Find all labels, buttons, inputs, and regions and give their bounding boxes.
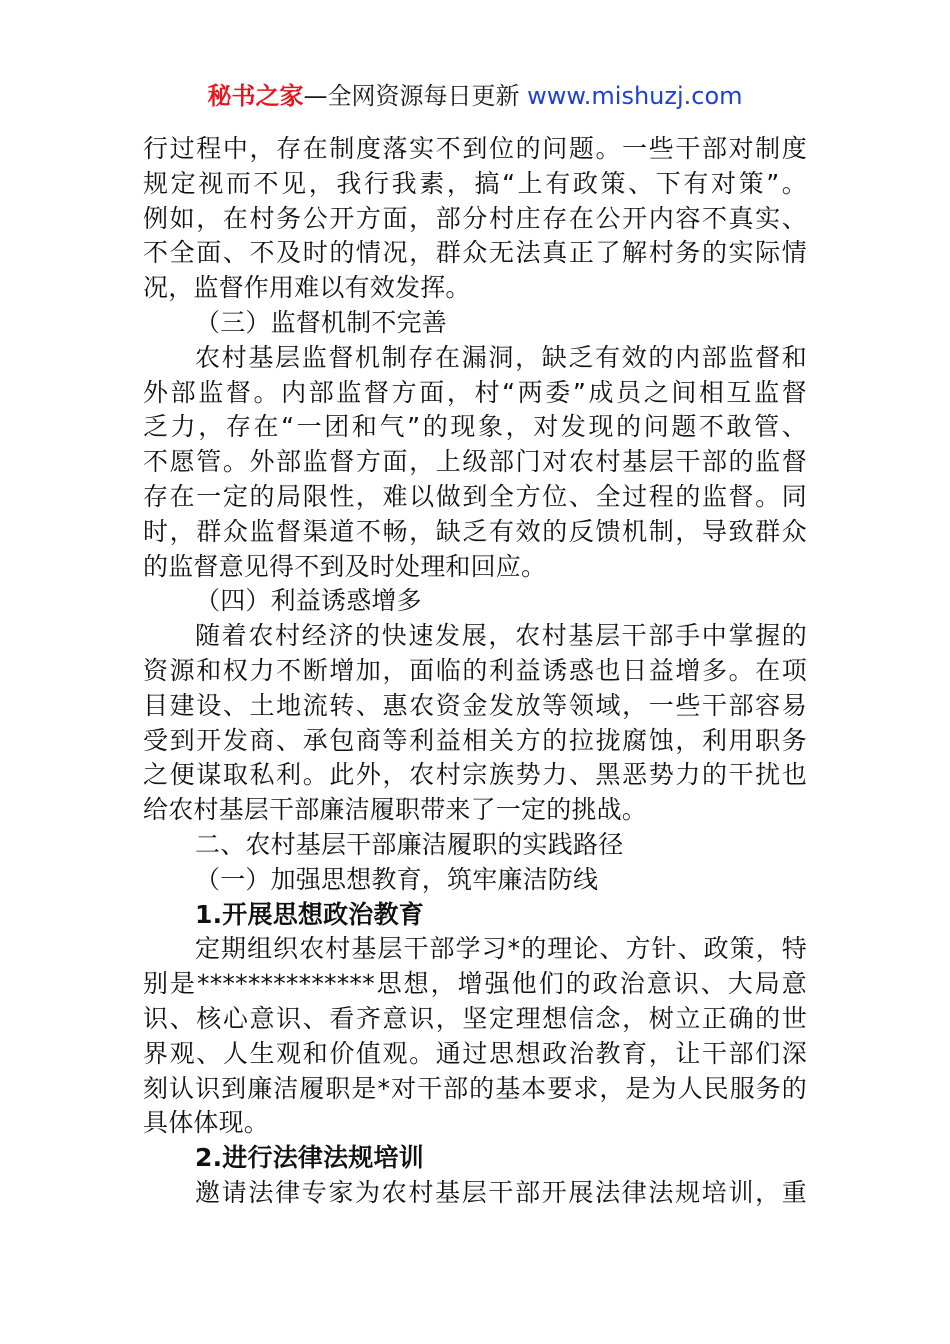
paragraph-line: 外部监督。内部监督方面，村“两委”成员之间相互监督 [143,377,807,407]
paragraph-line: 界观、人生观和价值观。通过思想政治教育，让干部们深 [143,1038,807,1068]
paragraph-line: （三）监督机制不完善 [195,307,448,337]
paragraph-line: 具体体现。 [143,1108,270,1138]
paragraph-line: 目建设、土地流转、惠农资金发放等领域，一些干部容易 [143,690,807,720]
page-header [0,78,950,114]
subheading-line: 1.开展思想政治教育 [195,899,424,929]
brand-name: 秘书之家 [207,82,304,110]
paragraph-line: 况，监督作用难以有效发挥。 [143,273,471,303]
paragraph-line: 定期组织农村基层干部学习*的理论、方针、政策，特 [195,934,807,964]
paragraph-line: 二、农村基层干部廉洁履职的实践路径 [195,829,624,859]
paragraph-line: 刻认识到廉洁履职是*对干部的基本要求，是为人民服务的 [143,1073,807,1103]
paragraph-line: （四）利益诱惑增多 [195,586,422,616]
paragraph-line: 例如，在村务公开方面，部分村庄存在公开内容不真实、 [143,203,807,233]
paragraph-line: 存在一定的局限性，难以做到全方位、全过程的监督。同 [143,481,807,511]
paragraph-line: 规定视而不见，我行我素，搞“上有政策、下有对策”。 [143,168,807,198]
paragraph-line: 邀请法律专家为农村基层干部开展法律法规培训，重 [195,1177,807,1207]
paragraph-line: 时，群众监督渠道不畅，缺乏有效的反馈机制，导致群众 [143,516,807,546]
paragraph-line: 行过程中，存在制度落实不到位的问题。一些干部对制度 [143,134,807,163]
paragraph-line: 识、核心意识、看齐意识，坚定理想信念，树立正确的世 [143,1003,807,1033]
subheading-line: 2.进行法律法规培训 [195,1143,424,1173]
paragraph-line: 随着农村经济的快速发展，农村基层干部手中掌握的 [195,621,807,651]
paragraph-line: 的监督意见得不到及时处理和回应。 [143,551,547,581]
document-body [143,132,807,1211]
paragraph-line: 不全面、不及时的情况，群众无法真正了解村务的实际情 [143,238,807,268]
paragraph-line: 乏力，存在“一团和气”的现象，对发现的问题不敢管、 [143,412,807,442]
paragraph-line: 给农村基层干部廉洁履职带来了一定的挑战。 [143,795,648,825]
paragraph-line: 之便谋取私利。此外，农村宗族势力、黑恶势力的干扰也 [143,760,807,790]
paragraph-line: 农村基层监督机制存在漏洞，缺乏有效的内部监督和 [195,342,807,372]
paragraph-line: （一）加强思想教育，筑牢廉洁防线 [195,864,599,894]
header-tagline: —全网资源每日更新 [303,82,528,110]
paragraph-line: 别是**************思想，增强他们的政治意识、大局意 [143,969,807,999]
paragraph-line: 受到开发商、承包商等利益相关方的拉拢腐蚀，利用职务 [143,725,807,755]
paragraph-line: 资源和权力不断增加，面临的利益诱惑也日益增多。在项 [143,655,807,685]
paragraph-line: 不愿管。外部监督方面，上级部门对农村基层干部的监督 [143,447,807,477]
site-url-link[interactable]: www.mishuzj.com [527,82,743,110]
